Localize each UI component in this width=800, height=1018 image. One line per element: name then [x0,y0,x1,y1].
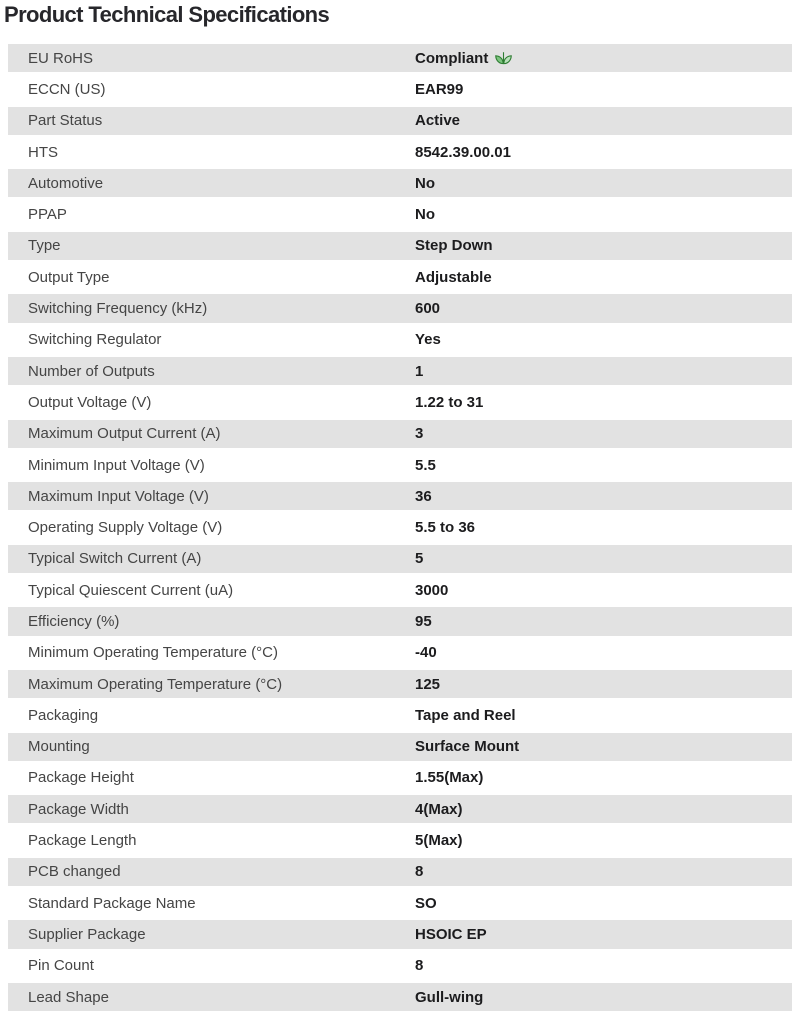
spec-value-text: 5.5 to 36 [415,519,476,537]
spec-value [415,519,475,536]
spec-row [8,733,792,761]
spec-value-text: 1.55(Max) [415,769,484,787]
spec-label: Switching Regulator [28,331,162,349]
spec-value-text: 1.22 to 31 [415,393,484,411]
spec-value [415,237,493,254]
spec-value [415,738,519,755]
spec-table [8,44,792,1011]
spec-value [415,300,440,317]
spec-value [415,989,483,1006]
spec-row [8,420,792,448]
spec-value-text: 8 [415,957,424,975]
spec-row [8,795,792,823]
spec-value-text: 3 [415,425,424,443]
spec-value [415,112,460,129]
spec-label: Typical Quiescent Current (uA) [28,581,234,599]
spec-value-text: Yes [415,331,441,349]
spec-label: Maximum Operating Temperature (°C) [28,675,283,693]
spec-row [8,826,792,854]
spec-value [415,550,423,567]
spec-row [8,952,792,980]
spec-value-text: Step Down [415,237,493,255]
spec-value [415,769,483,786]
spec-label: Minimum Input Voltage (V) [28,456,205,474]
spec-value [415,50,512,67]
spec-value [415,144,511,161]
spec-row [8,545,792,573]
spec-label: Output Type [28,268,110,286]
spec-label: ECCN (US) [28,80,106,98]
spec-value-text: Compliant [415,49,489,67]
spec-row [8,513,792,541]
spec-row [8,75,792,103]
spec-value [415,895,437,912]
spec-row [8,920,792,948]
spec-value-text: 95 [415,612,432,630]
spec-row [8,482,792,510]
spec-value-text: Adjustable [415,268,492,286]
spec-value [415,175,435,192]
spec-value-text: Gull-wing [415,988,484,1006]
spec-value [415,269,492,286]
spec-row [8,294,792,322]
spec-label: Typical Switch Current (A) [28,550,202,568]
spec-value-text: 4(Max) [415,800,463,818]
spec-label: Maximum Input Voltage (V) [28,487,209,505]
spec-row [8,983,792,1011]
spec-label: Standard Package Name [28,894,196,912]
spec-label: Automotive [28,174,104,192]
spec-value-text: HSOIC EP [415,925,487,943]
spec-row [8,607,792,635]
spec-value-text: 5(Max) [415,832,463,850]
spec-row [8,107,792,135]
spec-label: Maximum Output Current (A) [28,425,221,443]
spec-value-text: Surface Mount [415,738,520,756]
spec-row [8,357,792,385]
spec-value [415,644,437,661]
spec-value-text: 600 [415,300,441,318]
spec-value-text: 8 [415,863,424,881]
spec-value [415,331,441,348]
spec-value [415,425,423,442]
spec-row [8,858,792,886]
spec-row [8,388,792,416]
spec-label: Package Height [28,769,134,787]
spec-value [415,957,423,974]
spec-row [8,169,792,197]
spec-value [415,676,440,693]
spec-row [8,639,792,667]
spec-value [415,832,463,849]
spec-row [8,889,792,917]
spec-value-text: SO [415,894,437,912]
spec-value-text: EAR99 [415,80,464,98]
spec-value [415,863,423,880]
spec-label: Packaging [28,706,99,724]
spec-row [8,701,792,729]
page-title: Product Technical Specifications [4,2,330,27]
spec-row [8,138,792,166]
spec-value-text: No [415,206,435,224]
spec-value-text: -40 [415,644,437,662]
spec-row [8,44,792,72]
spec-value [415,488,432,505]
spec-value-text: Tape and Reel [415,706,516,724]
spec-value-text: 5 [415,550,424,568]
spec-label: Lead Shape [28,988,109,1006]
spec-label: PCB changed [28,863,121,881]
spec-value-text: 1 [415,362,424,380]
spec-label: Number of Outputs [28,362,155,380]
spec-value [415,457,436,474]
spec-row [8,451,792,479]
spec-value-text: 8542.39.00.01 [415,143,511,161]
spec-row [8,232,792,260]
spec-row [8,670,792,698]
spec-row [8,576,792,604]
spec-row [8,764,792,792]
spec-value-text: Active [415,112,461,130]
spec-value [415,926,487,943]
leaf-sprout-icon [495,51,512,65]
spec-label: Package Width [28,800,129,818]
spec-row [8,326,792,354]
spec-value-text: No [415,174,435,192]
spec-label: Supplier Package [28,925,146,943]
spec-value-text: 36 [415,487,432,505]
spec-row [8,200,792,228]
spec-label: Efficiency (%) [28,612,120,630]
spec-value [415,363,423,380]
spec-value [415,206,435,223]
spec-value-text: 3000 [415,581,449,599]
spec-label: HTS [28,143,58,161]
spec-label: Type [28,237,61,255]
spec-value [415,394,483,411]
spec-row [8,263,792,291]
spec-label: Part Status [28,112,103,130]
spec-label: Operating Supply Voltage (V) [28,519,223,537]
spec-label: Switching Frequency (kHz) [28,300,208,318]
spec-label: Package Length [28,832,137,850]
spec-value-text: 125 [415,675,441,693]
spec-label: PPAP [28,206,67,224]
spec-value [415,801,463,818]
spec-label: Output Voltage (V) [28,393,152,411]
spec-label: Minimum Operating Temperature (°C) [28,644,278,662]
spec-value [415,81,463,98]
spec-value [415,707,516,724]
spec-value [415,613,432,630]
spec-value-text: 5.5 [415,456,436,474]
spec-label: Pin Count [28,957,94,975]
spec-value [415,582,448,599]
spec-label: EU RoHS [28,49,94,67]
spec-label: Mounting [28,738,90,756]
